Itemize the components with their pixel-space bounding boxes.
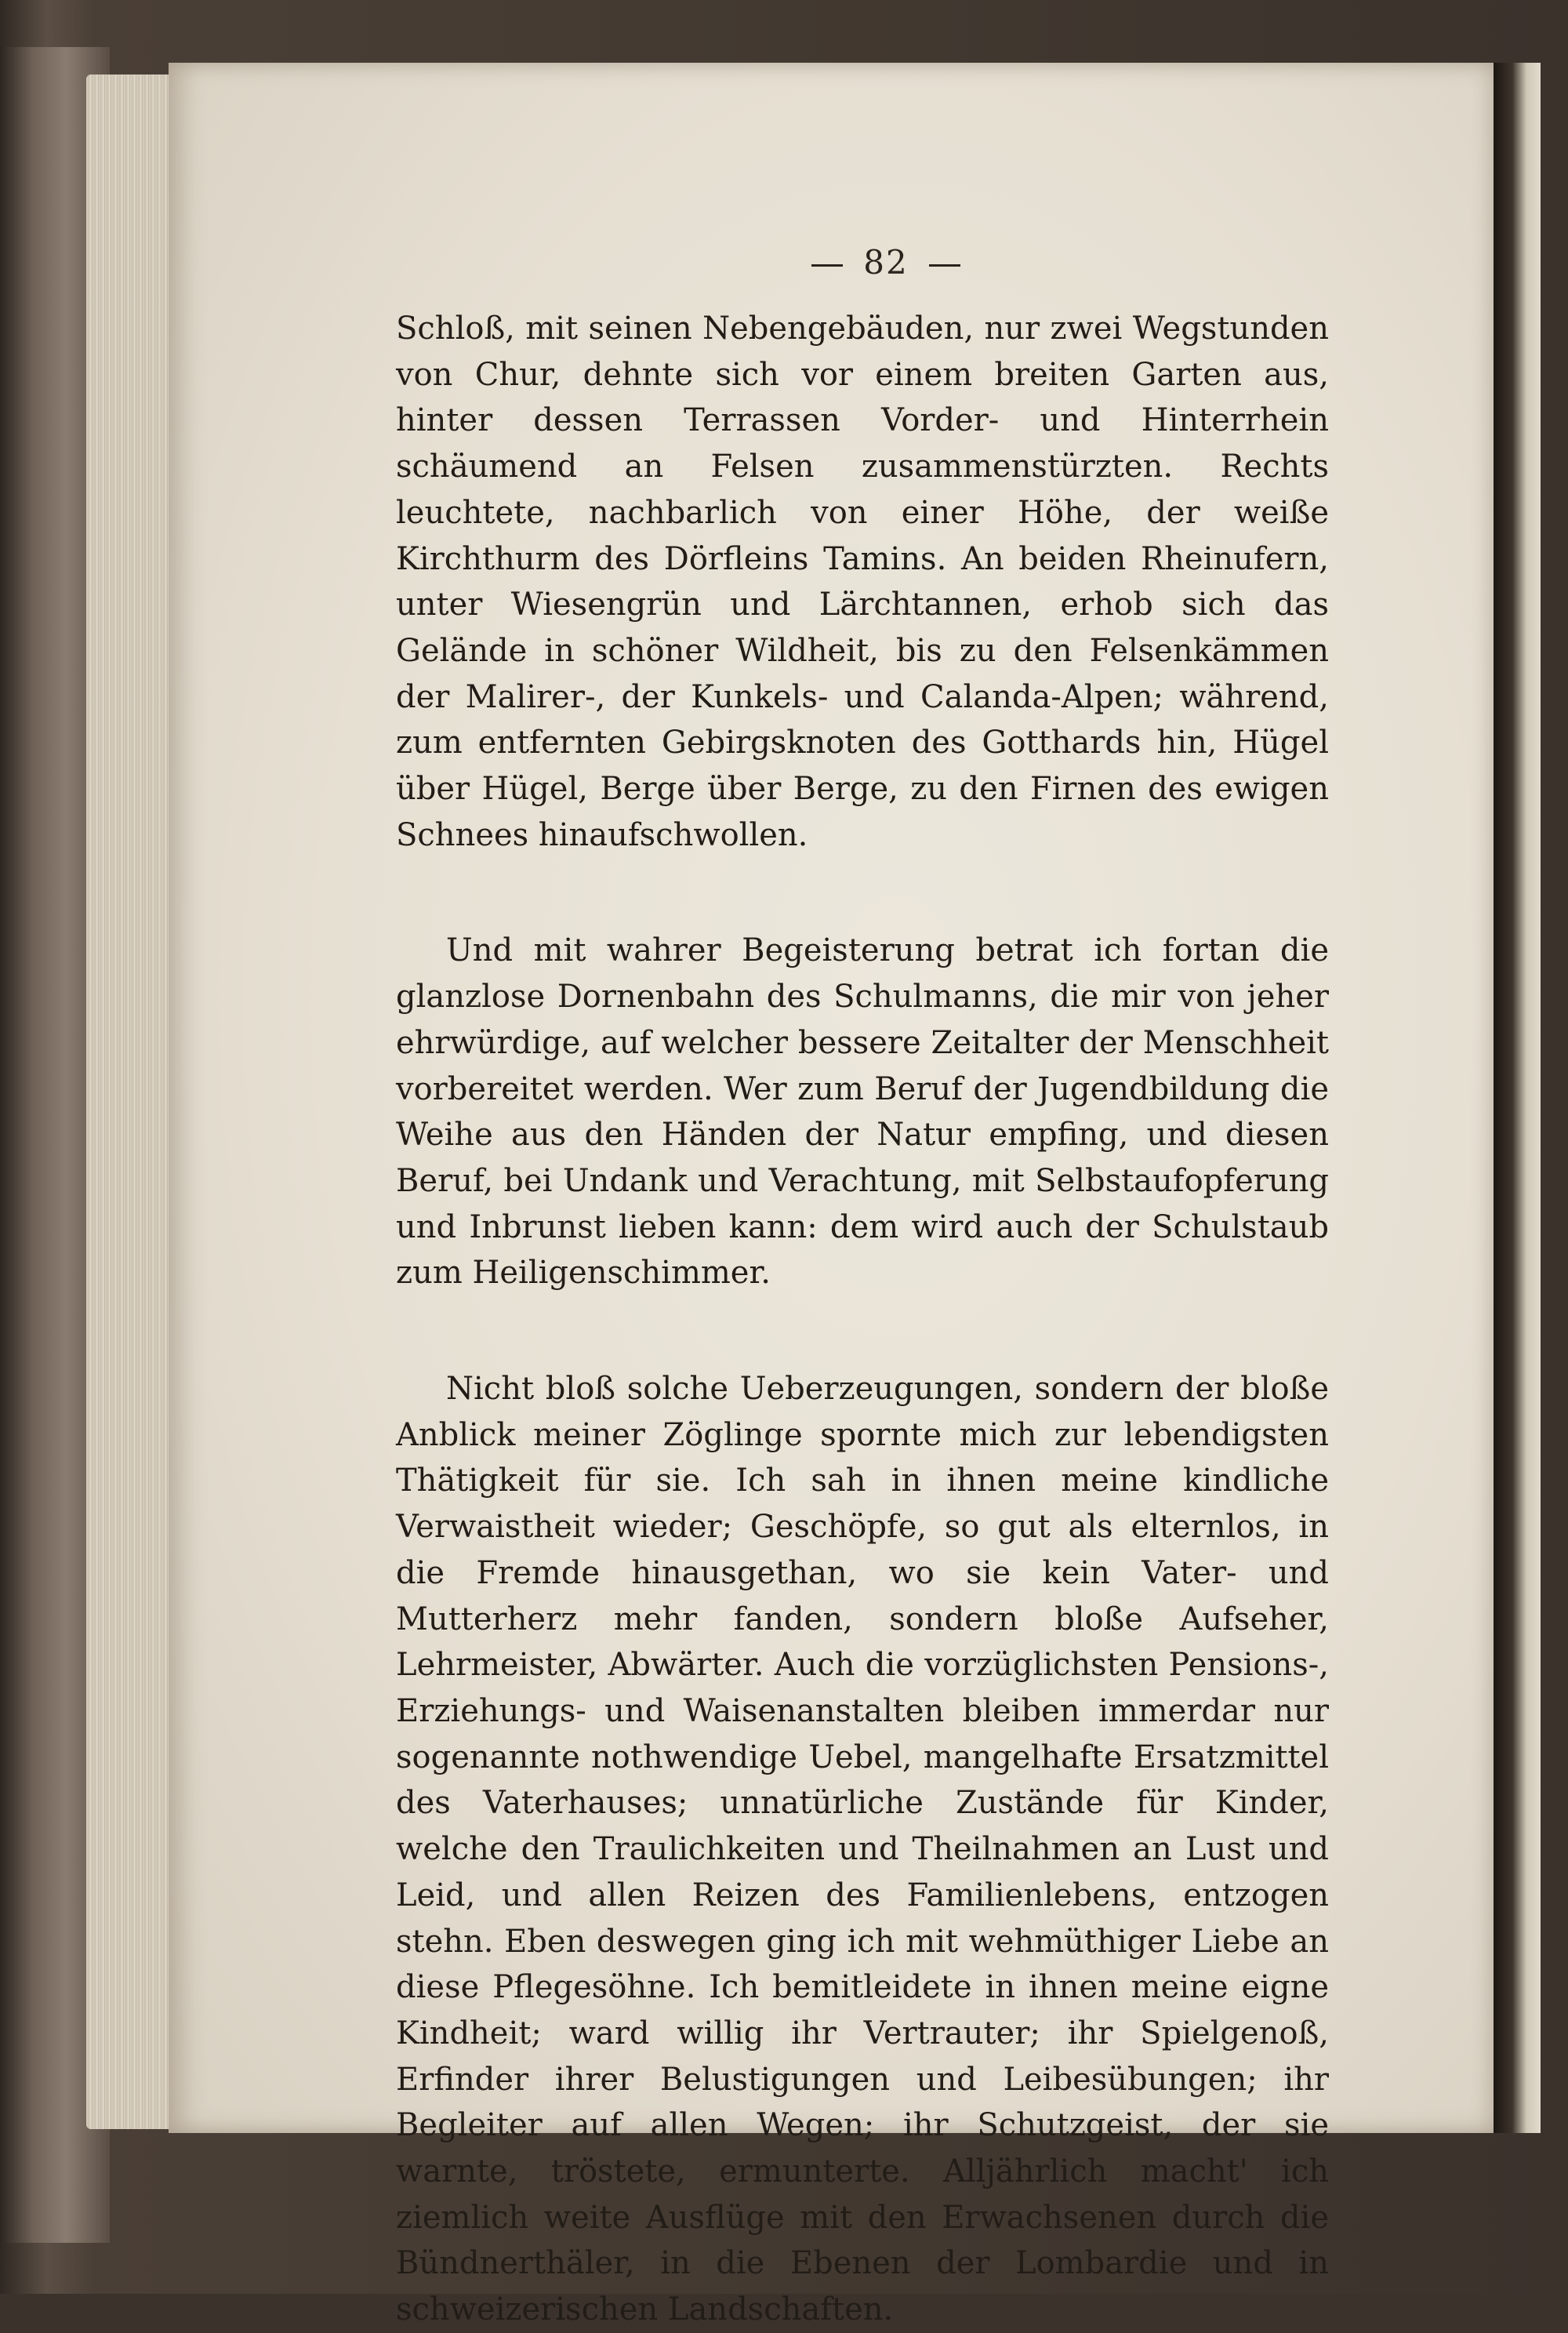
- page-stack-edges: [86, 74, 172, 2129]
- page-number: [169, 243, 1494, 282]
- body-text: [396, 306, 1329, 2333]
- paragraph-1: Schloß, mit seinen Nebengebäuden, nur zwei Wegstunden von Chur, dehnte sich vor einem breiten Garten aus, hinter dessen Terrassen Vorder- und Hinterrhein schäumend an Felsen zusammenstürzten. Rechts leuchtete, nachbarlich von einer Höhe, der weiße Kirchthurm des Dörfleins Tamins. An beiden Rheinufern, unter Wiesengrün und Lärchtannen, erhob sich das Gelände in schöner Wildheit, bis zu den Felsenkämmen der Malirer-, der Kunkels- und Calanda-Alpen; während, zum entfernten Gebirgsknoten des Gotthards hin, Hügel über Hügel, Berge über Berge, zu den Firnen des ewigen Schnees hinaufschwollen.: [396, 311, 1329, 853]
- facing-page-edge: [1494, 63, 1541, 2133]
- page-number-dash-left: [811, 264, 843, 267]
- page-number-dash-right: [929, 264, 960, 267]
- paragraph-3: Nicht bloß solche Ueberzeugungen, sondern der bloße Anblick meiner Zöglinge spornte mich zur lebendigsten Thätigkeit für sie. Ich sah in ihnen meine kindliche Verwaistheit wieder; Geschöpfe, so gut als elternlos, in die Fremde hinausgethan, wo sie kein Vater- und Mutterherz mehr fanden, sondern bloße Aufseher, Lehrmeister, Abwärter. Auch die vorzüglichsten Pensions-, Erziehungs- und Waisenanstalten bleiben immerdar nur sogenannte nothwendige Uebel, mangelhafte Ersatzmittel des Vaterhauses; unnatürliche Zustände für Kinder, welche den Traulichkeiten und Theilnahmen an Lust und Leid, und allen Reizen des Familienlebens, entzogen stehn. Eben deswegen ging ich mit wehmüthiger Liebe an diese Pflegesöhne. Ich bemitleidete in ihnen meine eigne Kindheit; ward willig ihr Vertrauter; ihr Spielgenoß, Erfinder ihrer Belustigungen und Leibesübungen; ihr Begleiter auf allen Wegen; ihr Schutzgeist, der sie warnte, tröstete, ermunterte. Alljährlich macht' ich ziemlich weite Ausflüge mit den Erwachsenen durch die Bündnerthäler, in die Ebenen der Lombardie und in schweizerischen Landschaften.: [396, 1371, 1329, 2328]
- page-number-value: 82: [863, 243, 909, 282]
- paragraph-2: Und mit wahrer Begeisterung betrat ich fortan die glanzlose Dornenbahn des Schulmanns, die mir von jeher ehrwürdige, auf welcher bessere Zeitalter der Menschheit vorbereitet werden. Wer zum Beruf der Jugendbildung die Weihe aus den Händen der Natur empfing, und diesen Beruf, bei Undank und Verachtung, mit Selbstaufopferung und Inbrunst lieben kann: dem wird auch der Schulstaub zum Heiligenschimmer.: [396, 932, 1329, 1292]
